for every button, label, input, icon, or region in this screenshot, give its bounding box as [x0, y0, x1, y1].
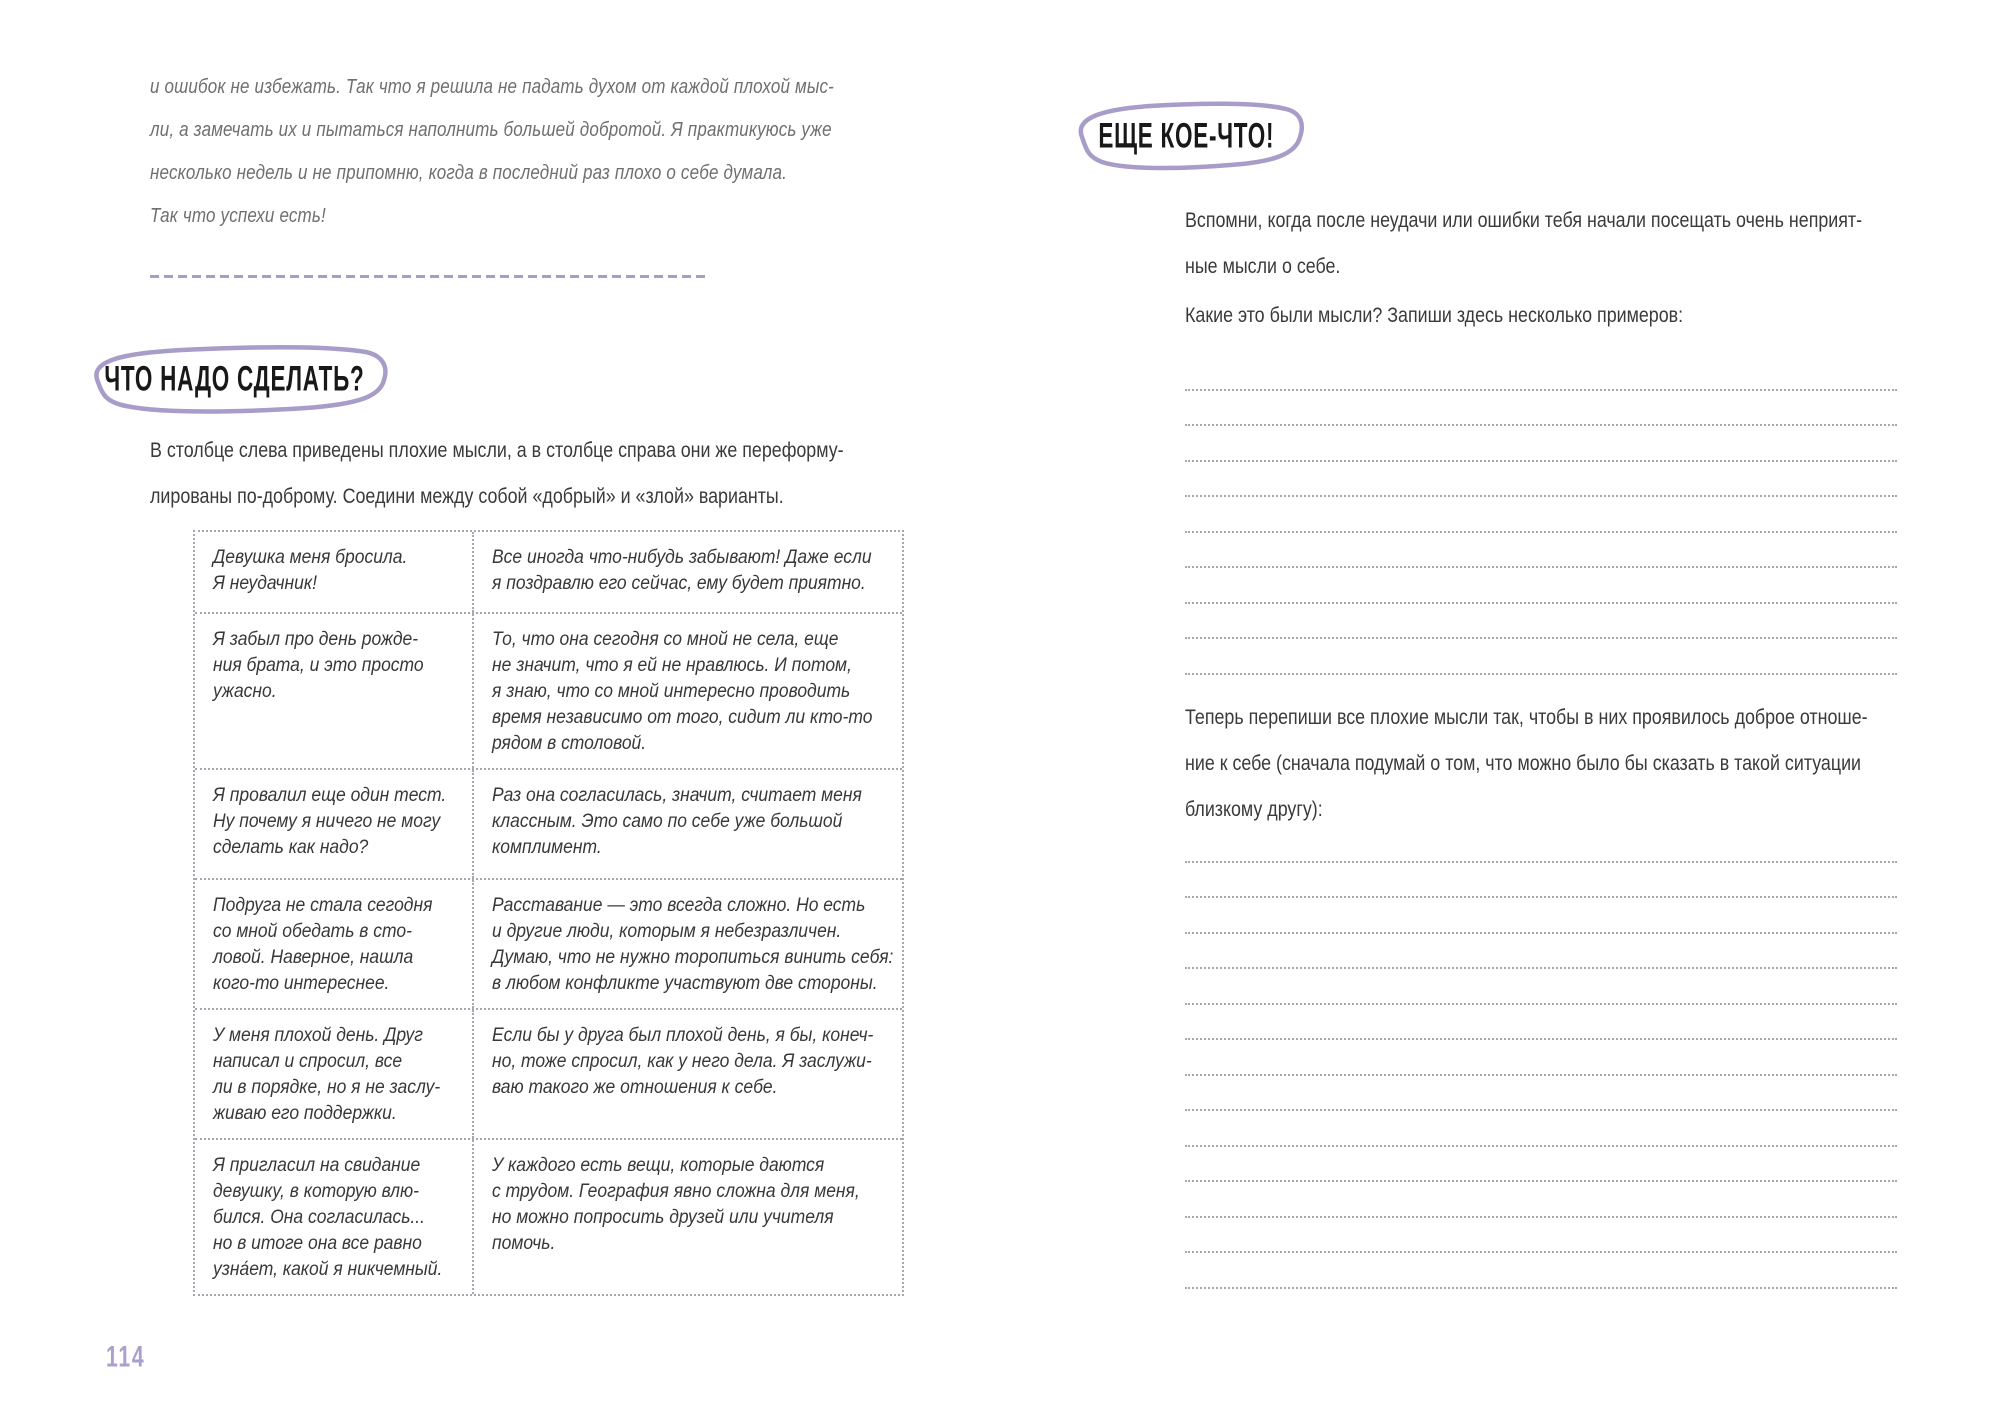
- text-line: Думаю, что не нужно торопиться винить себя:: [492, 947, 894, 968]
- table-row: [195, 768, 902, 878]
- text-line: У меня плохой день. Друг: [213, 1025, 423, 1046]
- text-line: В столбце слева приведены плохие мысли, а в столбце справа они же переформу-: [150, 439, 844, 462]
- writing-line[interactable]: [1185, 969, 1897, 1005]
- text-line: ловой. Наверное, нашла: [213, 947, 414, 968]
- text-line: время независимо от того, сидит ли кто-то: [492, 707, 873, 728]
- text-line: комплимент.: [492, 837, 602, 858]
- section-heading-bubble-left: [74, 342, 394, 418]
- writing-line[interactable]: [1185, 1218, 1897, 1254]
- writing-line[interactable]: [1185, 1253, 1897, 1289]
- text-line: Раз она согласилась, значит, считает меня: [492, 785, 862, 806]
- exercise-instructions: [150, 428, 844, 520]
- text-line: ние к себе (сначала подумай о том, что можно было бы сказать в такой ситуации: [1185, 752, 1862, 775]
- kind-thought-cell[interactable]: [472, 532, 921, 612]
- writing-line[interactable]: [1185, 1005, 1897, 1041]
- dashed-divider: [150, 275, 710, 278]
- writing-line[interactable]: [1185, 391, 1897, 427]
- answer-lines-block-1: [1185, 355, 1897, 675]
- bad-thought-cell[interactable]: [195, 532, 472, 612]
- text-line: Ну почему я ничего не могу: [213, 811, 441, 832]
- writing-line[interactable]: [1185, 604, 1897, 640]
- text-line: но в итоге она все равно: [213, 1233, 422, 1254]
- text-line: сделать как надо?: [213, 837, 369, 858]
- text-line: в любом конфликте участвуют две стороны.: [492, 973, 878, 994]
- list-thoughts-prompt: [1185, 293, 1806, 339]
- writing-line[interactable]: [1185, 1040, 1897, 1076]
- text-line: ли в порядке, но я не заслу-: [213, 1077, 441, 1098]
- diary-entry-paragraph: [150, 66, 835, 238]
- text-line: помочь.: [492, 1233, 556, 1254]
- kind-thought-cell[interactable]: [472, 1140, 908, 1294]
- bad-thought-cell[interactable]: [195, 770, 472, 878]
- kind-thought-cell[interactable]: [472, 770, 910, 878]
- text-line: ли, а замечать их и пытаться наполнить большей добротой. Я практикуюсь уже: [150, 119, 832, 141]
- text-line: Вспомни, когда после неудачи или ошибки тебя начали посещать очень неприят-: [1185, 209, 1863, 232]
- bad-thought-cell[interactable]: [195, 880, 472, 1008]
- text-line: Теперь перепиши все плохие мысли так, чтобы в них проявилось доброе отноше-: [1185, 706, 1868, 729]
- table-row: [195, 1138, 902, 1294]
- section-heading-bubble-right: [1062, 99, 1310, 175]
- list-thoughts-prompt-text: Какие это были мысли? Запиши здесь несколько примеров:: [1185, 304, 1684, 327]
- rewrite-prompt-paragraph: [1185, 695, 1868, 833]
- table-row: [195, 1008, 902, 1138]
- writing-line[interactable]: [1185, 827, 1897, 863]
- text-line: но, тоже спросил, как у него дела. Я заслужи-: [492, 1051, 872, 1072]
- bad-thought-cell[interactable]: [195, 614, 472, 768]
- writing-line[interactable]: [1185, 934, 1897, 970]
- text-line: Подруга не стала сегодня: [213, 895, 433, 916]
- text-line: девушку, в которую влю-: [213, 1181, 420, 1202]
- answer-lines-block-2: [1185, 827, 1897, 1289]
- text-line: и другие люди, которым я небезразличен.: [492, 921, 842, 942]
- text-line: Если бы у друга был плохой день, я бы, конеч-: [492, 1025, 874, 1046]
- text-line: У каждого есть вещи, которые даются: [492, 1155, 825, 1176]
- table-row: [195, 532, 902, 612]
- text-line: и ошибок не избежать. Так что я решила не падать духом от каждой плохой мыс-: [150, 76, 835, 98]
- text-line: Я пригласил на свидание: [213, 1155, 421, 1176]
- writing-line[interactable]: [1185, 533, 1897, 569]
- section-heading-left: ЧТО НАДО СДЕЛАТЬ?: [103, 359, 365, 399]
- text-line: не значит, что я ей не нравлюсь. И потом,: [492, 655, 852, 676]
- writing-line[interactable]: [1185, 1147, 1897, 1183]
- text-line: ужасно.: [213, 681, 277, 702]
- text-line: я поздравлю его сейчас, ему будет приятно.: [492, 573, 866, 594]
- writing-line[interactable]: [1185, 497, 1897, 533]
- page-number: 114: [106, 1340, 146, 1374]
- thoughts-match-table: [193, 530, 904, 1296]
- text-line: со мной обедать в сто-: [213, 921, 412, 942]
- text-line: живаю его поддержки.: [213, 1103, 397, 1124]
- writing-line[interactable]: [1185, 426, 1897, 462]
- table-row: [195, 878, 902, 1008]
- writing-line[interactable]: [1185, 1111, 1897, 1147]
- text-line: рядом в столовой.: [492, 733, 647, 754]
- kind-thought-cell[interactable]: [472, 1010, 922, 1138]
- text-line: несколько недель и не припомню, когда в последний раз плохо о себе думала.: [150, 162, 788, 184]
- text-line: бился. Она согласилась...: [213, 1207, 426, 1228]
- text-line: но можно попросить друзей или учителя: [492, 1207, 834, 1228]
- kind-thought-cell[interactable]: [472, 880, 944, 1008]
- table-row: [195, 612, 902, 768]
- text-line: Расставание — это всегда сложно. Но есть: [492, 895, 866, 916]
- text-line: То, что она сегодня со мной не села, еще: [492, 629, 839, 650]
- writing-line[interactable]: [1185, 1076, 1897, 1112]
- text-line: я знаю, что со мной интересно проводить: [492, 681, 851, 702]
- text-line: ваю такого же отношения к себе.: [492, 1077, 778, 1098]
- writing-line[interactable]: [1185, 355, 1897, 391]
- text-line: классным. Это само по себе уже большой: [492, 811, 843, 832]
- writing-line[interactable]: [1185, 898, 1897, 934]
- text-line: ные мысли о себе.: [1185, 255, 1341, 278]
- writing-line[interactable]: [1185, 639, 1897, 675]
- text-line: Девушка меня бросила.: [213, 547, 408, 568]
- text-line: Я провалил еще один тест.: [213, 785, 447, 806]
- writing-line[interactable]: [1185, 863, 1897, 899]
- text-line: кого-то интереснее.: [213, 973, 390, 994]
- text-line: с трудом. География явно сложна для меня,: [492, 1181, 860, 1202]
- text-line: лированы по-доброму. Соедини между собой «добрый» и «злой» варианты.: [150, 485, 784, 508]
- text-line: ния брата, и это просто: [213, 655, 424, 676]
- writing-line[interactable]: [1185, 1182, 1897, 1218]
- text-line: Я забыл про день рожде-: [213, 629, 419, 650]
- writing-line[interactable]: [1185, 462, 1897, 498]
- bad-thought-cell[interactable]: [195, 1140, 472, 1294]
- section-heading-right: ЕЩЕ КОЕ-ЧТО!: [1098, 116, 1274, 156]
- text-line: узна́ет, какой я никчемный.: [213, 1259, 443, 1280]
- text-line: написал и спросил, все: [213, 1051, 403, 1072]
- text-line: близкому другу):: [1185, 798, 1323, 821]
- writing-line[interactable]: [1185, 568, 1897, 604]
- text-line: Так что успехи есть!: [150, 205, 326, 227]
- text-line: Все иногда что-нибудь забывают! Даже если: [492, 547, 872, 568]
- bad-thought-cell[interactable]: [195, 1010, 472, 1138]
- recall-prompt-paragraph: [1185, 198, 1863, 290]
- kind-thought-cell[interactable]: [472, 614, 922, 768]
- text-line: Я неудачник!: [213, 573, 317, 594]
